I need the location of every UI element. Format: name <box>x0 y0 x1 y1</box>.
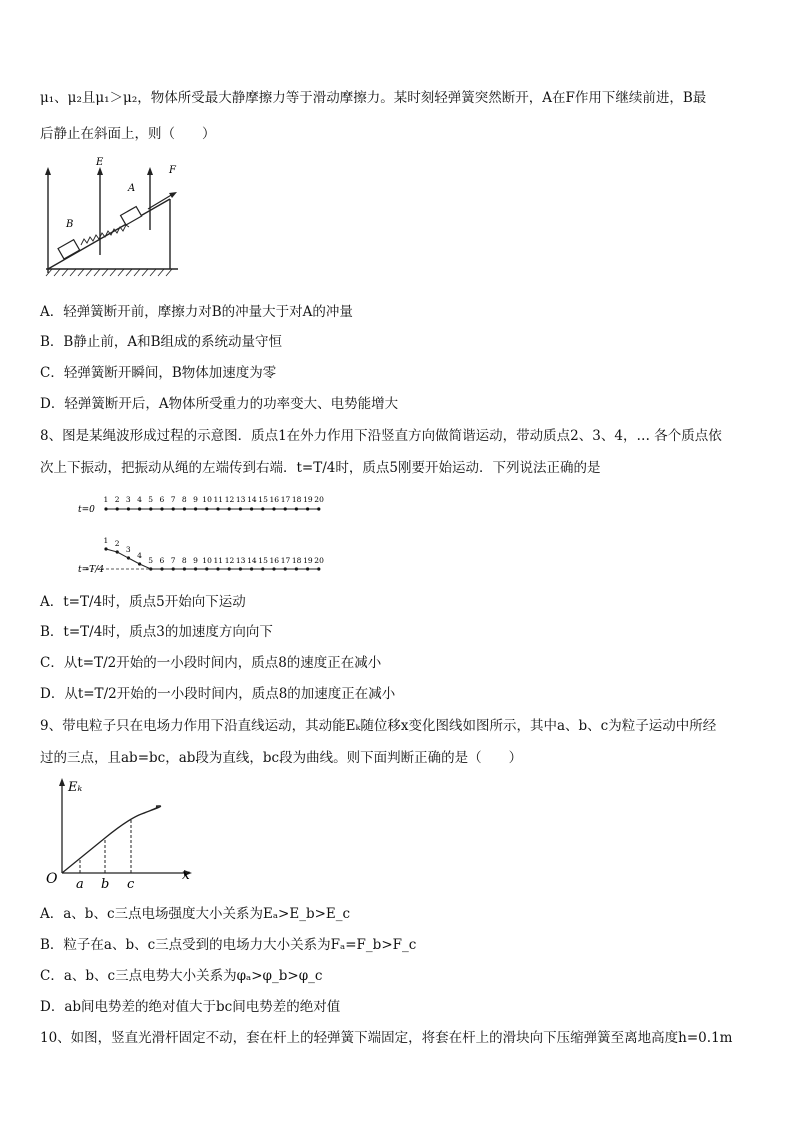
particle-number-t1: 4 <box>137 551 142 560</box>
particle-number-t1: 11 <box>213 556 224 565</box>
particle-number-t1: 14 <box>247 556 257 565</box>
particle-number-t0: 1 <box>103 495 109 504</box>
ek-curve <box>62 806 161 873</box>
particle-number-t0: 14 <box>247 495 257 504</box>
q8-option-a: A．t=T/4时，质点5开始向下运动 <box>40 594 246 610</box>
particle-t0 <box>250 507 253 510</box>
q8-text-line2: 次上下振动，把振动从绳的左端传到右端．t=T/4时，质点5刚要开始运动．下列说法正确的是 <box>40 460 601 476</box>
particle-t0 <box>205 507 208 510</box>
q9-text-line2: 过的三点，且ab=bc，ab段为直线，bc段为曲线。则下面判断正确的是（ ） <box>40 750 523 766</box>
block-A <box>121 207 142 225</box>
q9-option-a: A．a、b、c三点电场强度大小关系为Eₐ>E_b>E_c <box>40 906 351 922</box>
particle-number-t0: 4 <box>137 495 142 504</box>
y-axis-label: Eₖ <box>68 780 83 795</box>
particle-number-t1: 18 <box>291 556 302 565</box>
particle-number-t1: 1 <box>103 536 109 545</box>
q9-option-b: B．粒子在a、b、c三点受到的电场力大小关系为Fₐ=F_b>F_c <box>40 937 417 953</box>
particle-t0 <box>272 507 275 510</box>
particle-number-t0: 12 <box>224 495 235 504</box>
particle-t0 <box>317 507 320 510</box>
q7-text-line2: 后静止在斜面上，则（ ） <box>40 126 216 142</box>
q8-option-b: B．t=T/4时，质点3的加速度方向向下 <box>40 624 273 640</box>
particle-number-t1: 13 <box>235 556 246 565</box>
particle-number-t0: 13 <box>235 495 246 504</box>
particle-number-t0: 9 <box>193 495 198 504</box>
particle-number-t1: 9 <box>193 556 198 565</box>
particle-number-t1: 10 <box>202 556 212 565</box>
q9-option-d: D．ab间电势差的绝对值大于bc间电势差的绝对值 <box>40 999 341 1015</box>
particle-number-t1: 15 <box>258 556 268 565</box>
q7-option-c: C．轻弹簧断开瞬间，B物体加速度为零 <box>40 365 277 381</box>
block-label-A: A <box>128 183 136 194</box>
particle-t0 <box>104 507 107 510</box>
particle-number-t1: 5 <box>148 556 154 565</box>
particle-t0 <box>261 507 264 510</box>
particle-t0 <box>194 507 197 510</box>
particle-number-t0: 8 <box>181 495 187 504</box>
q9-ek-x-graph <box>44 775 204 895</box>
particle-number-t1: 2 <box>114 539 120 548</box>
q7-incline-figure <box>38 155 188 280</box>
field-label-E: E <box>96 157 104 168</box>
q8-option-c: C．从t=T/2开始的一小段时间内，质点8的速度正在减小 <box>40 655 382 671</box>
particle-t0 <box>160 507 163 510</box>
tick-b: b <box>101 877 110 892</box>
block-B <box>58 240 80 259</box>
q8-option-d: D．从t=T/2开始的一小段时间内，质点8的加速度正在减小 <box>40 686 396 702</box>
q7-option-d: D．轻弹簧断开后，A物体所受重力的功率变大、电势能增大 <box>40 396 399 412</box>
q9-text-line1: 9、带电粒子只在电场力作用下沿直线运动，其动能Eₖ随位移x变化图线如图所示，其中a、b、c为粒子运动中所经 <box>40 718 717 734</box>
particle-number-t0: 20 <box>314 495 324 504</box>
particle-number-t0: 10 <box>202 495 212 504</box>
tick-a: a <box>76 877 84 892</box>
block-label-B: B <box>66 219 74 230</box>
x-axis-label: x <box>182 867 190 883</box>
particle-number-t1: 17 <box>280 556 291 565</box>
particle-number-t1: 12 <box>224 556 235 565</box>
particle-number-t0: 16 <box>269 495 280 504</box>
particle-t0 <box>172 507 175 510</box>
q8-rope-wave-figure <box>78 488 338 578</box>
particle-number-t1: 7 <box>170 556 176 565</box>
particle-t0 <box>138 507 141 510</box>
particle-number-t1: 20 <box>314 556 324 565</box>
particle-t0 <box>149 507 152 510</box>
particle-t0 <box>183 507 186 510</box>
particle-number-t0: 17 <box>280 495 291 504</box>
particle-number-t0: 18 <box>291 495 302 504</box>
particle-t0 <box>295 507 298 510</box>
force-label-F: F <box>169 165 176 176</box>
q7-text-line1: μ₁、μ₂且μ₁＞μ₂，物体所受最大静摩擦力等于滑动摩擦力。某时刻轻弹簧突然断开，A在F作用下继续前进，B最 <box>40 90 707 106</box>
particle-number-t0: 7 <box>170 495 176 504</box>
particle-t0 <box>127 507 130 510</box>
q7-option-b: B．B静止前，A和B组成的系统动量守恒 <box>40 334 283 350</box>
q9-option-c: C．a、b、c三点电势大小关系为φₐ>φ_b>φ_c <box>40 968 323 984</box>
particle-t0 <box>284 507 287 510</box>
particle-t0 <box>239 507 242 510</box>
origin-label: O <box>46 871 58 887</box>
t1-label: t=T/4 <box>78 565 104 575</box>
q10-text-line1: 10、如图，竖直光滑杆固定不动，套在杆上的轻弹簧下端固定，将套在杆上的滑块向下压缩弹簧至离地高度h=0.1m <box>40 1030 733 1046</box>
particle-number-t0: 5 <box>148 495 154 504</box>
tick-c: c <box>127 877 135 892</box>
q8-text-line1: 8、图是某绳波形成过程的示意图．质点1在外力作用下沿竖直方向做简谐运动，带动质点2、3、4，… 各个质点依 <box>40 428 722 444</box>
particle-number-t0: 15 <box>258 495 268 504</box>
particle-t0 <box>116 507 119 510</box>
particle-number-t1: 16 <box>269 556 280 565</box>
particle-number-t1: 6 <box>159 556 165 565</box>
particle-number-t0: 3 <box>125 495 131 504</box>
particle-number-t1: 3 <box>125 545 131 554</box>
particle-number-t1: 8 <box>181 556 187 565</box>
particle-number-t0: 2 <box>114 495 120 504</box>
spring <box>81 225 129 245</box>
particle-number-t0: 6 <box>159 495 165 504</box>
q7-option-a: A．轻弹簧断开前，摩擦力对B的冲量大于对A的冲量 <box>40 304 353 320</box>
particle-number-t0: 19 <box>303 495 313 504</box>
particle-t0 <box>306 507 309 510</box>
t0-label: t=0 <box>78 505 95 515</box>
particle-t0 <box>216 507 219 510</box>
particle-number-t0: 11 <box>213 495 224 504</box>
particle-number-t1: 19 <box>303 556 313 565</box>
particle-t0 <box>228 507 231 510</box>
